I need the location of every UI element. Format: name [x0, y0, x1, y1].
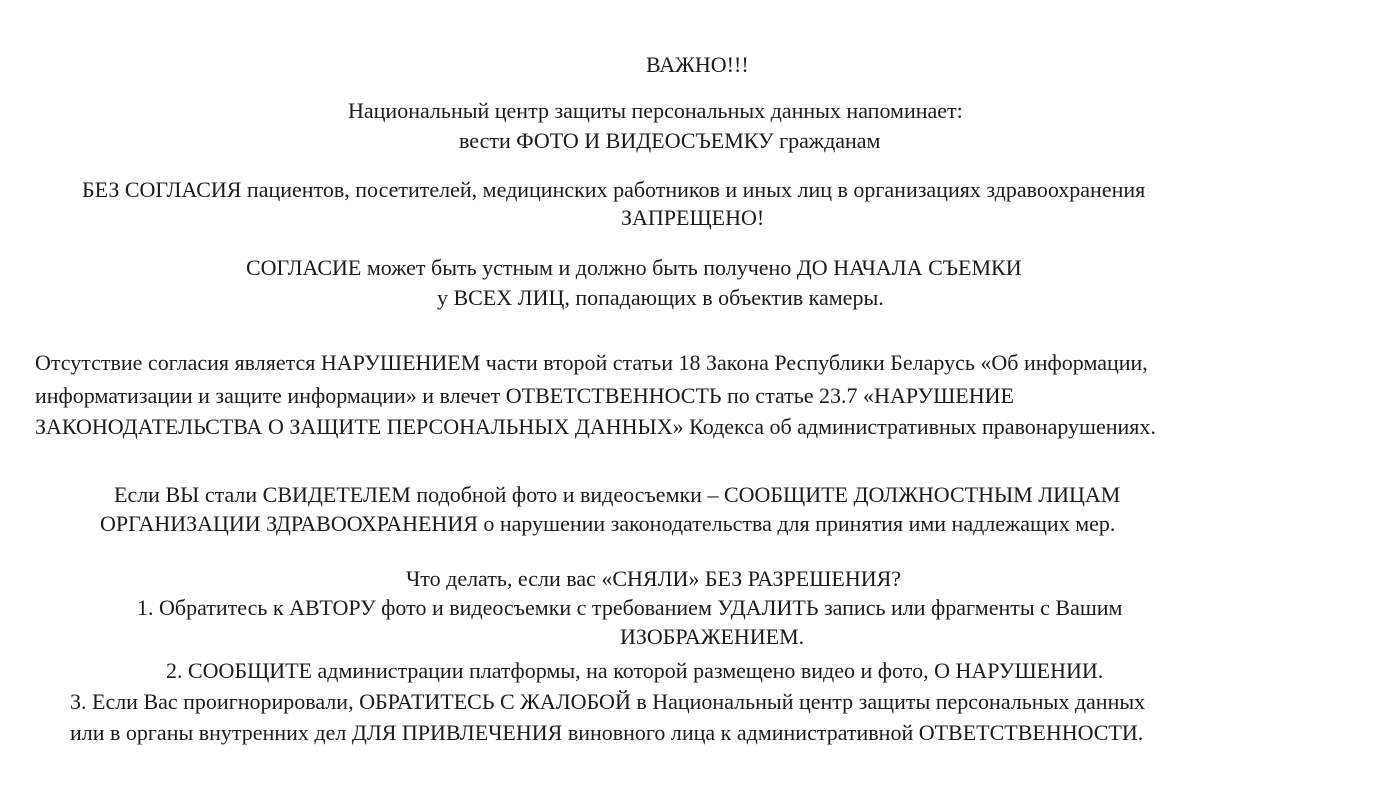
consent-line-2: у ВСЕХ ЛИЦ, попадающих в объектив камеры. — [437, 285, 884, 310]
step-1-line-1: 1. Обратитесь к АВТОРУ фото и видеосъемки с требованием УДАЛИТЬ запись или фрагменты с Вашим — [137, 595, 1123, 620]
step-3-line-1: 3. Если Вас проигнорировали, ОБРАТИТЕСЬ С ЖАЛОБОЙ в Национальный центр защиты персональных данных — [70, 689, 1146, 714]
step-2: 2. СООБЩИТЕ администрации платформы, на которой размещено видео и фото, О НАРУШЕНИИ. — [166, 658, 1104, 683]
intro-line-1: Национальный центр защиты персональных данных напоминает: — [348, 98, 963, 123]
witness-line-1: Если ВЫ стали СВИДЕТЕЛЕМ подобной фото и видеосъемки – СООБЩИТЕ ДОЛЖНОСТНЫМ ЛИЦАМ — [114, 482, 1121, 507]
prohibition-line-2: ЗАПРЕЩЕНО! — [621, 205, 765, 230]
consent-line-1: СОГЛАСИЕ может быть устным и должно быть получено ДО НАЧАЛА СЪЕМКИ — [246, 255, 1022, 280]
step-3-line-2: или в органы внутренних дел ДЛЯ ПРИВЛЕЧЕНИЯ виновного лица к административной ОТВЕТСТВЕННОСТИ. — [70, 720, 1144, 745]
steps-title: Что делать, если вас «СНЯЛИ» БЕЗ РАЗРЕШЕНИЯ? — [406, 566, 902, 591]
prohibition-line-1: БЕЗ СОГЛАСИЯ пациентов, посетителей, медицинских работников и иных лиц в организациях здравоохранения — [82, 177, 1146, 202]
violation-line-1: Отсутствие согласия является НАРУШЕНИЕМ части второй статьи 18 Закона Республики Беларусь «Об информации, — [35, 350, 1148, 375]
violation-line-2: информатизации и защите информации» и влечет ОТВЕТСТВЕННОСТЬ по статье 23.7 «НАРУШЕНИЕ — [35, 383, 1014, 408]
intro-line-2: вести ФОТО И ВИДЕОСЪЕМКУ гражданам — [459, 128, 881, 153]
notice-heading: ВАЖНО!!! — [646, 52, 749, 77]
step-1-line-2: ИЗОБРАЖЕНИЕМ. — [620, 624, 805, 649]
violation-line-3: ЗАКОНОДАТЕЛЬСТВА О ЗАЩИТЕ ПЕРСОНАЛЬНЫХ ДАННЫХ» Кодекса об административных правонарушениях. — [35, 414, 1156, 439]
witness-line-2: ОРГАНИЗАЦИИ ЗДРАВООХРАНЕНИЯ о нарушении законодательства для принятия ими надлежащих мер. — [100, 511, 1116, 536]
